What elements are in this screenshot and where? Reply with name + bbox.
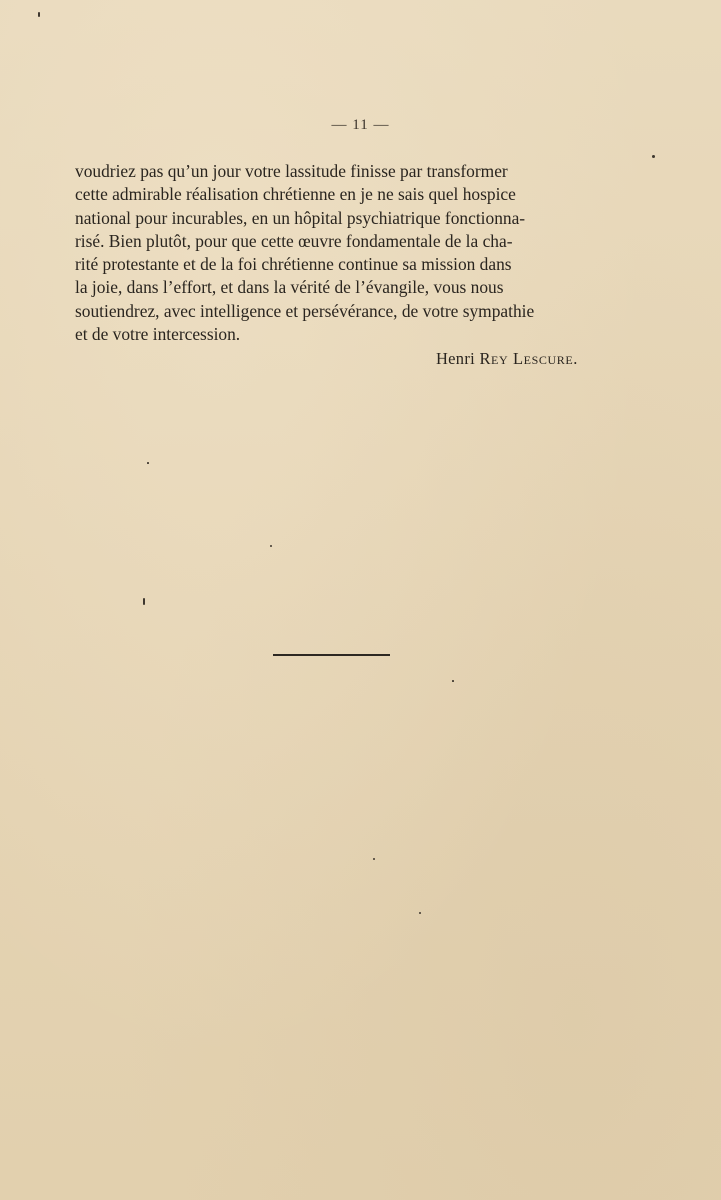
paper-speck xyxy=(270,545,272,547)
paper-speck xyxy=(419,912,421,914)
text-line: rité protestante et de la foi chrétienne continue sa mission dans xyxy=(75,254,512,275)
section-divider-rule xyxy=(273,654,390,656)
paper-speck xyxy=(652,155,655,158)
text-line: national pour incurables, en un hôpital psychiatrique fonctionna- xyxy=(75,207,526,228)
text-line: cette admirable réalisation chrétienne en je ne sais quel hospice xyxy=(75,184,516,205)
text-line: risé. Bien plutôt, pour que cette œuvre fondamentale de la cha- xyxy=(75,230,513,251)
text-line: soutiendrez, avec intelligence et persévérance, de votre sympathie xyxy=(75,300,535,321)
text-line: la joie, dans l’effort, et dans la vérité de l’évangile, vous nous xyxy=(75,277,504,298)
text-line: voudriez pas qu’un jour votre lassitude finisse par transformer xyxy=(75,161,508,181)
text-line: et de votre intercession. xyxy=(75,324,241,345)
paper-speck xyxy=(452,680,454,682)
paper-speck xyxy=(38,12,40,17)
page-number: — 11 — xyxy=(331,117,390,133)
paper-speck xyxy=(147,462,149,464)
signature-last-name: Rey Lescure. xyxy=(479,349,578,368)
signature xyxy=(0,349,578,369)
paper-speck xyxy=(143,598,145,605)
paper-speck xyxy=(373,858,375,860)
signature-first-name: Henri xyxy=(435,349,476,368)
letter-body xyxy=(75,160,603,346)
